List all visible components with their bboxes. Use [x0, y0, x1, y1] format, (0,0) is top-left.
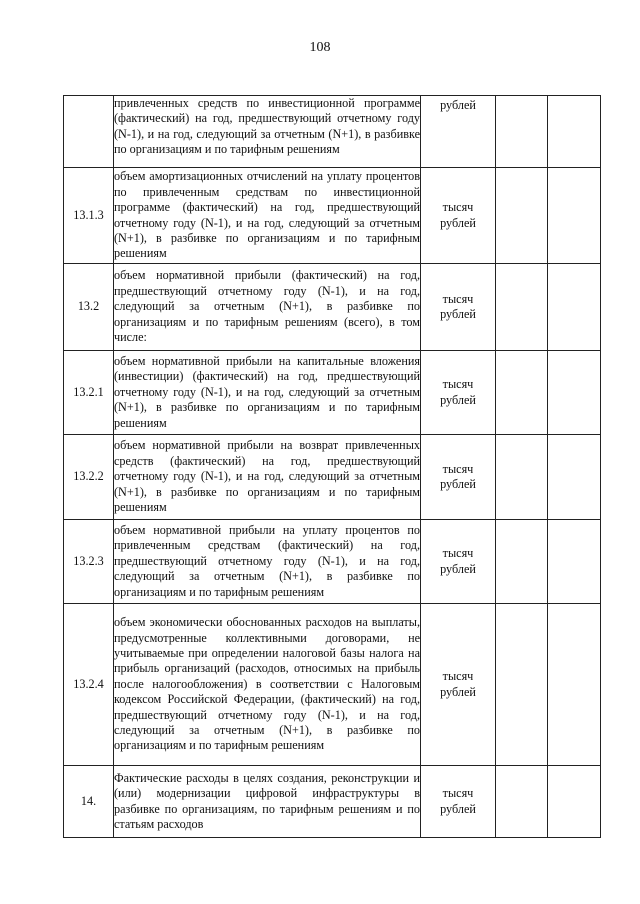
value-cell — [496, 168, 548, 264]
unit-line: тысяч — [442, 200, 474, 215]
row-description: привлеченных средств по инвестиционной программе (фактический) на год, предшествующий отчетному году (N-1), и на год, следующий за отчетным (N+1), в разбивке по организациям и по тарифным решениям — [114, 96, 421, 168]
value-cell — [548, 96, 601, 168]
row-unit — [421, 435, 496, 520]
data-table — [63, 95, 601, 838]
unit-line: тысяч — [442, 291, 474, 306]
table-row — [64, 264, 601, 351]
row-number: 13.2.2 — [64, 435, 114, 520]
row-unit — [421, 168, 496, 264]
unit-line: рублей — [440, 215, 476, 230]
row-unit — [421, 520, 496, 604]
row-description: объем нормативной прибыли на возврат привлеченных средств (фактический) на год, предшествующий отчетному году (N-1), и на год, следующий за отчетным (N+1), в разбивке по организациям и по тарифным решениям — [114, 435, 421, 520]
row-number: 13.2.4 — [64, 604, 114, 766]
unit-line: рублей — [440, 98, 476, 112]
page-number: 108 — [309, 40, 331, 55]
value-cell — [496, 96, 548, 168]
row-unit — [421, 96, 496, 168]
value-cell — [548, 168, 601, 264]
row-description: объем нормативной прибыли на капитальные вложения (инвестиции) (фактический) на год, предшествующий отчетному году (N-1), и на год, следующий за отчетным (N+1), в разбивке по организациям и по тарифным решениям — [114, 351, 421, 435]
unit-line: тысяч — [442, 786, 474, 801]
row-number: 13.2.1 — [64, 351, 114, 435]
table-row — [64, 520, 601, 604]
table-row — [64, 351, 601, 435]
table-row — [64, 96, 601, 168]
row-number: 13.1.3 — [64, 168, 114, 264]
unit-line: тысяч — [442, 377, 474, 392]
row-number: 14. — [64, 766, 114, 838]
unit-line: тысяч — [442, 461, 474, 476]
unit-line: рублей — [440, 684, 476, 699]
unit-line: тысяч — [442, 546, 474, 561]
table-row — [64, 766, 601, 838]
value-cell — [548, 604, 601, 766]
table-row — [64, 168, 601, 264]
row-unit — [421, 604, 496, 766]
row-unit — [421, 264, 496, 351]
value-cell — [496, 520, 548, 604]
value-cell — [496, 264, 548, 351]
row-description: Фактические расходы в целях создания, реконструкции и (или) модернизации цифровой инфраструктуры в разбивке по организациям, по тарифным решениям и по статьям расходов — [114, 766, 421, 838]
unit-line: рублей — [440, 307, 476, 321]
row-description: объем экономически обоснованных расходов на выплаты, предусмотренные коллективными договорами, не учитываемые при определении налоговой базы налога на прибыль организаций (расходов, относимых на прибыль после налогообложения) в соответствии с Налоговым кодексом Российской Федерации, (фактический) на год, предшествующий отчетному году (N-1), и на год, следующий за отчетным (N+1), в разбивке по организациям и по тарифным решениям — [114, 604, 421, 766]
row-number — [64, 96, 114, 168]
value-cell — [548, 351, 601, 435]
value-cell — [548, 766, 601, 838]
value-cell — [496, 604, 548, 766]
table-row — [64, 604, 601, 766]
unit-line: рублей — [440, 477, 476, 491]
row-number: 13.2.3 — [64, 520, 114, 604]
value-cell — [548, 264, 601, 351]
value-cell — [496, 435, 548, 520]
value-cell — [548, 520, 601, 604]
row-number: 13.2 — [64, 264, 114, 351]
row-unit — [421, 766, 496, 838]
row-unit — [421, 351, 496, 435]
table-row — [64, 435, 601, 520]
unit-line: рублей — [440, 561, 476, 576]
unit-line: рублей — [440, 801, 476, 816]
value-cell — [496, 351, 548, 435]
unit-line: тысяч — [442, 669, 474, 684]
value-cell — [548, 435, 601, 520]
value-cell — [496, 766, 548, 838]
unit-line: рублей — [440, 392, 476, 407]
row-description: объем нормативной прибыли (фактический) на год, предшествующий отчетному году (N-1), и на год, следующий за отчетным (N+1), в разбивке по организациям и по тарифным решениям (всего), в том числе: — [114, 264, 421, 351]
row-description: объем амортизационных отчислений на уплату процентов по привлеченным средствам по инвестиционной программе (фактический) на год, предшествующий отчетному году (N-1), и на год, следующий за отчетным (N+1), в разбивке по организациям и по тарифным решениям — [114, 168, 421, 264]
row-description: объем нормативной прибыли на уплату процентов по привлеченным средствам (фактический) на год, предшествующий отчетному году (N-1), и на год, следующий за отчетным (N+1), в разбивке по организациям и по тарифным решениям — [114, 520, 421, 604]
